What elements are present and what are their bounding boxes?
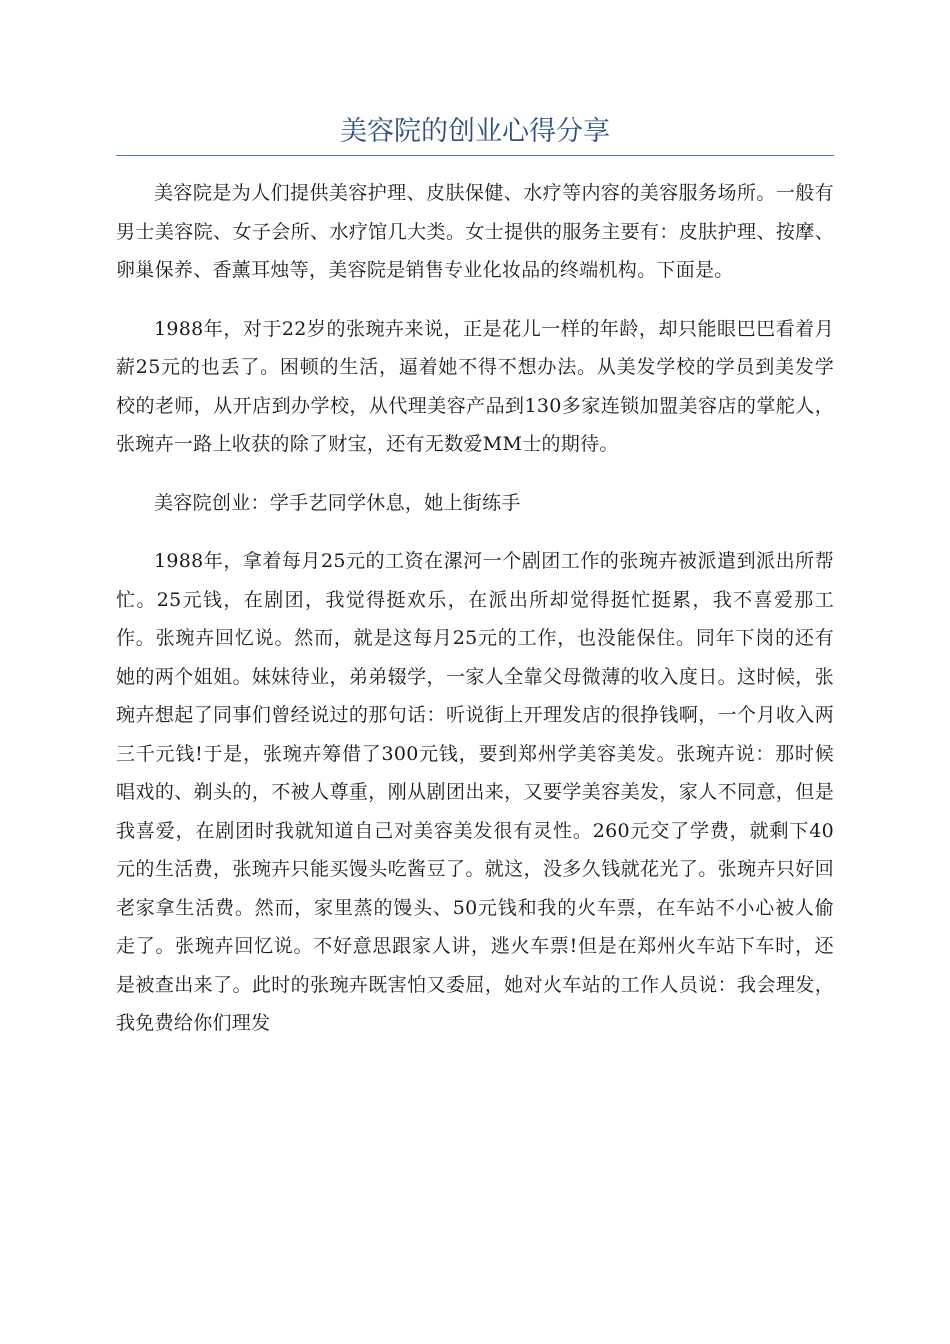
- document-body: [116, 174, 834, 1043]
- document-title: 美容院的创业心得分享: [340, 116, 610, 147]
- paragraph-background: 1988年，对于22岁的张琬卉来说，正是花儿一样的年龄，却只能眼巴巴看着月薪25元的也丢了。困顿的生活，逼着她不得不想办法。从美发学校的学员到美发学校的老师，从开店到办学校，从代理美容产品到130多家连锁加盟美容店的掌舵人，张琬卉一路上收获的除了财宝，还有无数爱MM士的期待。: [116, 317, 834, 455]
- paragraph-intro: 美容院是为人们提供美容护理、皮肤保健、水疗等内容的美容服务场所。一般有男士美容院、女子会所、水疗馆几大类。女士提供的服务主要有：皮肤护理、按摩、卵巢保养、香薰耳烛等，美容院是销售专业化妆品的终端机构。下面是。: [116, 182, 834, 281]
- title-underline: [116, 155, 834, 156]
- paragraph-story: 1988年，拿着每月25元的工资在漯河一个剧团工作的张琬卉被派遣到派出所帮忙。25元钱，在剧团，我觉得挺欢乐，在派出所却觉得挺忙挺累，我不喜爱那工作。张琬卉回忆说。然而，就是这每月25元的工作，也没能保住。同年下岗的还有她的两个姐姐。妹妹待业，弟弟辍学，一家人全靠父母微薄的收入度日。这时候，张琬卉想起了同事们曾经说过的那句话：听说街上开理发店的很挣钱啊，一个月收入两三千元钱!于是，张琬卉筹借了300元钱，要到郑州学美容美发。张琬卉说：那时候唱戏的、剃头的，不被人尊重，刚从剧团出来，又要学美容美发，家人不同意，但是我喜爱，在剧团时我就知道自己对美容美发很有灵性。260元交了学费，就剩下40元的生活费，张琬卉只能买馒头吃酱豆了。就这，没多久钱就花光了。张琬卉只好回老家拿生活费。然而，家里蒸的馒头、50元钱和我的火车票，在车站不小心被人偷走了。张琬卉回忆说。不好意思跟家人讲，逃火车票!但是在郑州火车站下车时，还是被查出来了。此时的张琬卉既害怕又委屈，她对火车站的工作人员说：我会理发，我免费给你们理发: [116, 550, 834, 1034]
- section-heading: 美容院创业：学手艺同学休息，她上街练手: [154, 491, 521, 514]
